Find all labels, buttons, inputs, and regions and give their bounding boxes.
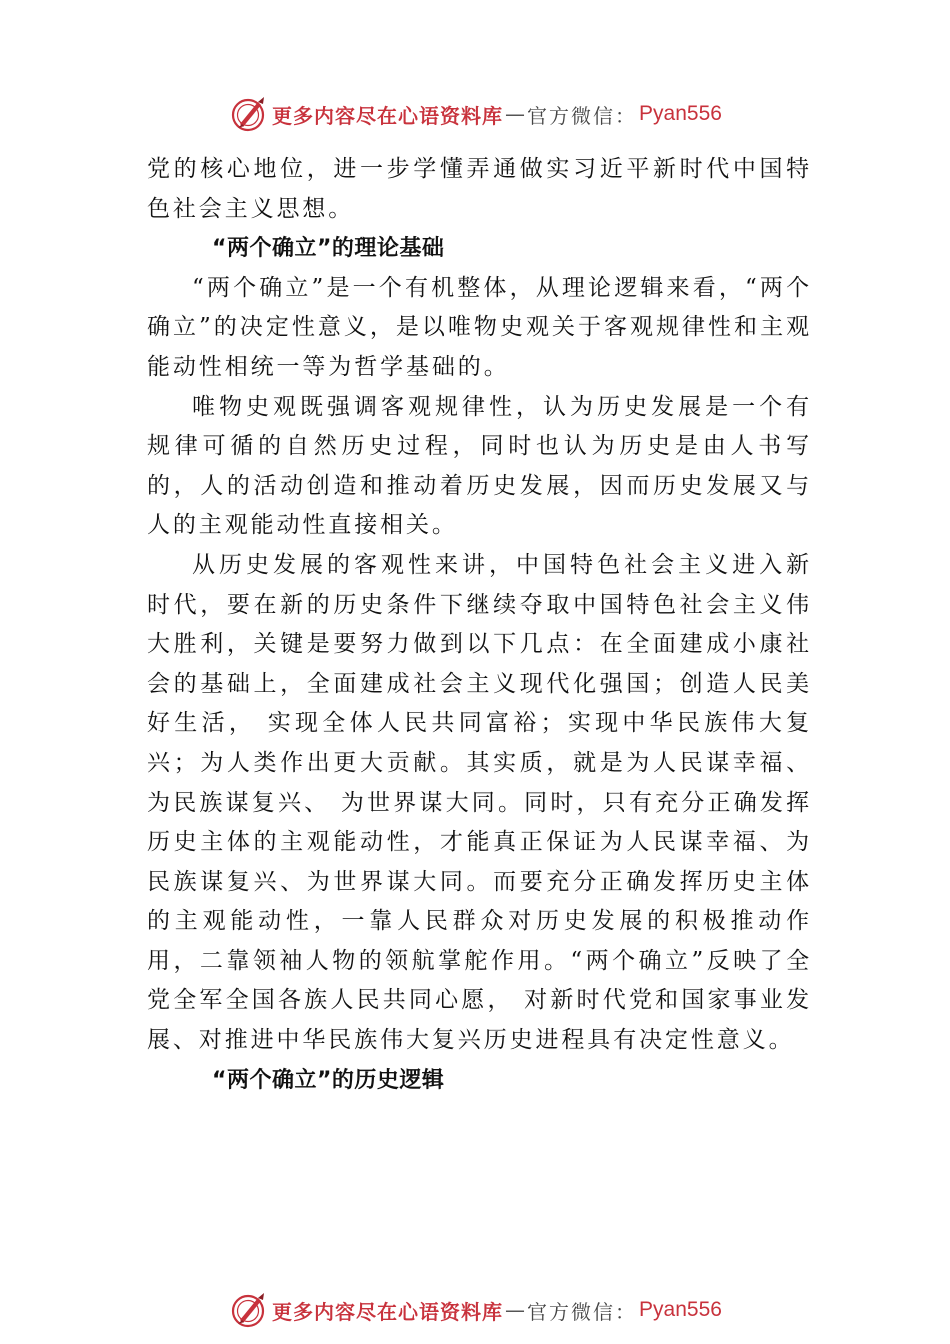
footer-banner [0,1290,950,1330]
footer-wechat-label: 官方微信 [527,1299,616,1324]
paragraph-historical-objectivity: 从历史发展的客观性来讲，中国特色社会主义进入新时代，要在新的历史条件下继续夺取中国特色社会主义伟大胜利，关键是要努力做到以下几点：在全面建成小康社会的基础上，全面建成社会主义现代化强国；创造人民美好生活， 实现全体人民共同富裕；实现中华民族伟大复兴；为人类作出更大贡献。其实质，就是为人民谋幸福、为民族谋复兴、 为世界谋大同。同时，只有充分正确发挥历史主体的主观能动性，才能真正保证为人民谋幸福、为民族谋复兴、为世界谋大同。而要充分正确发挥历史主体的主观能动性，一靠人民群众对历史发展的积极推动作用，二靠领袖人物的领航掌舵作用。“两个确立”反映了全党全军全国各族人民共同心愿， 对新时代党和国家事业发展、对推进中华民族伟大复兴历史进程具有决定性意义。 [147,551,812,1054]
footer-wechat-id: Pyan556 [639,1298,722,1321]
footer-colon: ： [615,1299,636,1324]
footer-brand-text: 更多内容尽在心语资料库 [272,1299,504,1324]
header-dash: — [505,102,526,126]
header-wechat-label: 官方微信 [527,103,616,128]
paragraph-theory-intro: “两个确立”是一个有机整体，从理论逻辑来看，“两个确立”的决定性意义，是以唯物史观关于客观规律性和主观能动性相统一等为哲学基础的。 [147,274,812,380]
section-heading-theory: “两个确立”的理论基础 [212,236,445,262]
footer-dash: — [505,1298,526,1322]
paragraph-historical-materialism: 唯物史观既强调客观规律性，认为历史发展是一个有规律可循的自然历史过程，同时也认为历史是由人书写的，人的活动创造和推动着历史发展，因而历史发展又与人的主观能动性直接相关。 [147,393,812,539]
section-heading-history: “两个确立”的历史逻辑 [212,1067,445,1093]
header-brand-text: 更多内容尽在心语资料库 [272,103,504,128]
quill-logo-icon [228,94,268,134]
quill-logo-icon [228,1290,268,1330]
header-wechat-id: Pyan556 [639,102,722,125]
paragraph-continued: 党的核心地位，进一步学懂弄通做实习近平新时代中国特色社会主义思想。 [147,156,812,222]
header-colon: ： [615,103,636,128]
header-banner [0,94,950,134]
document-body [147,150,812,1100]
